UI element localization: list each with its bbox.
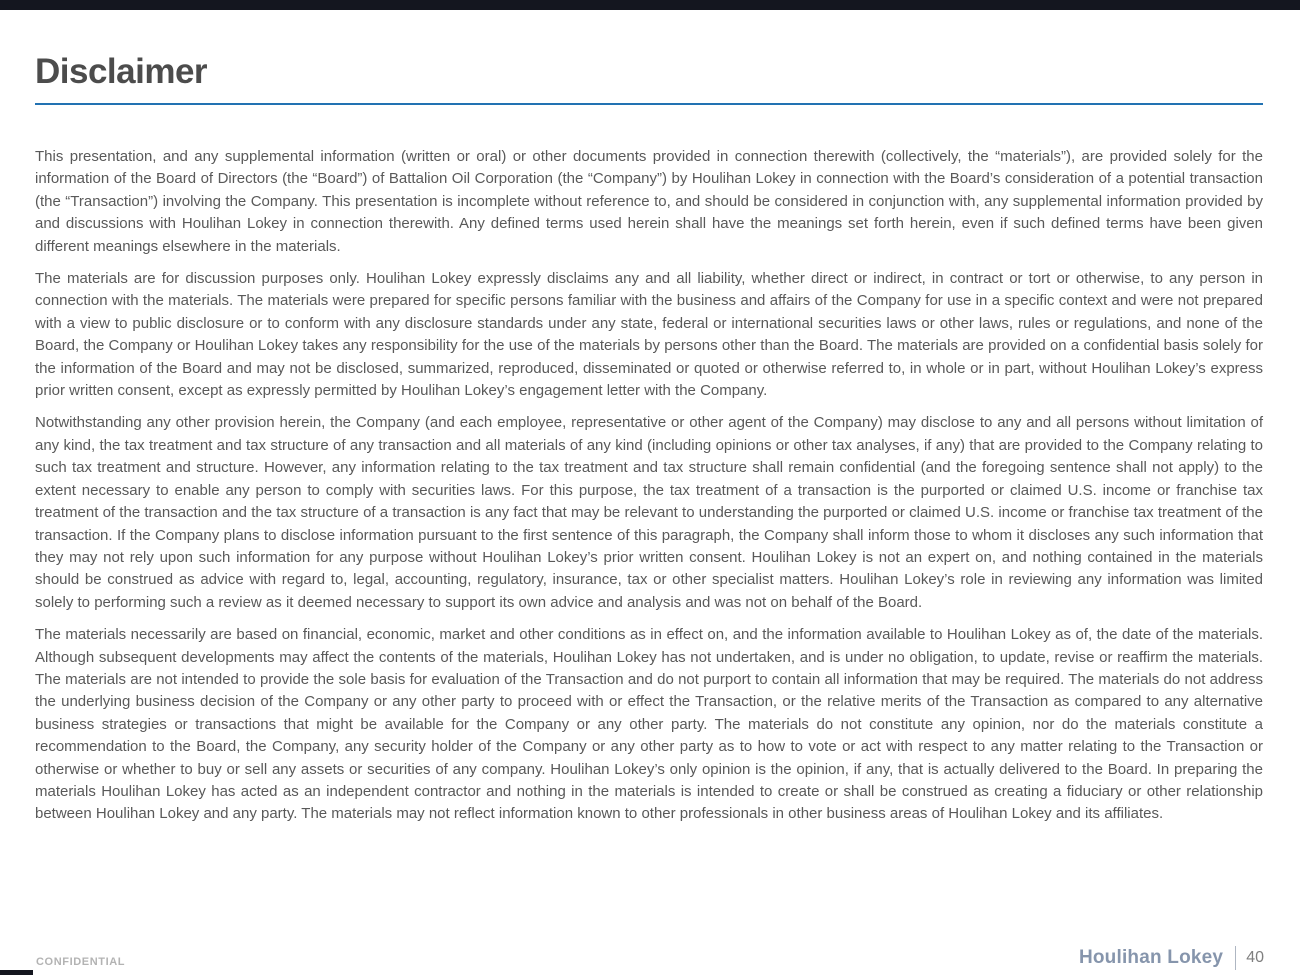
disclaimer-paragraph: The materials are for discussion purposes only. Houlihan Lokey expressly disclaims any and all liability, whether direct or indirect, in contract or tort or otherwise, to any person in connection with the materials. The materials were prepared for specific persons familiar with the business and affairs of the Company for use in a specific context and were not prepared with a view to public disclosure or to conform with any disclosure standards under any state, federal or international securities laws or other laws, rules or regulations, and none of the Board, the Company or Houlihan Lokey takes any responsibility for the use of the materials by persons other than the Board. The materials are provided on a confidential basis solely for the information of the Board and may not be disclosed, summarized, reproduced, disseminated or quoted or otherwise referred to, in whole or in part, without Houlihan Lokey’s express prior written consent, except as expressly permitted by Houlihan Lokey’s engagement letter with the Company. bbox=[35, 270, 1263, 400]
houlihan-lokey-logo: Houlihan Lokey bbox=[1078, 947, 1224, 968]
disclaimer-paragraph: This presentation, and any supplemental information (written or oral) or other documents provided in connection therewith (collectively, the “materials”), are provided solely for the information of the Board of Directors (the “Board”) of Battalion Oil Corporation (the “Company”) by Houlihan Lokey in connection with the Board’s consideration of a potential transaction (the “Transaction”) involving the Company. This presentation is incomplete without reference to, and should be considered in conjunction with, any supplemental information provided by and discussions with Houlihan Lokey in connection therewith. Any defined terms used herein shall have the meanings set forth herein, even if such defined terms have been given different meanings elsewhere in the materials. bbox=[35, 148, 1263, 255]
title-underline-rule bbox=[35, 103, 1263, 105]
top-accent-bar bbox=[0, 0, 1300, 10]
confidential-label: CONFIDENTIAL bbox=[36, 956, 126, 968]
page-title: Disclaimer bbox=[35, 52, 208, 91]
footer-branding bbox=[1079, 946, 1264, 970]
footer-divider bbox=[1235, 946, 1236, 970]
disclaimer-paragraph: Notwithstanding any other provision herein, the Company (and each employee, representative or other agent of the Company) may disclose to any and all persons without limitation of any kind, the tax treatment and tax structure of any transaction and all materials of any kind (including opinions or other tax analyses, if any) that are provided to the Company relating to such tax treatment and structure. However, any information relating to the tax treatment and tax structure shall remain confidential (and the foregoing sentence shall not apply) to the extent necessary to enable any person to comply with securities laws. For this purpose, the tax treatment of a transaction is the purported or claimed U.S. income or franchise tax treatment of the transaction and the tax structure of a transaction is any fact that may be relevant to understanding the purported or claimed U.S. income or franchise tax treatment of the transaction. If the Company plans to disclose information pursuant to the first sentence of this paragraph, the Company shall inform those to whom it discloses any such information that they may not rely upon such information for any purpose without Houlihan Lokey’s prior written consent. Houlihan Lokey is not an expert on, and nothing contained in the materials should be construed as advice with regard to, legal, accounting, regulatory, insurance, tax or other specialist matters. Houlihan Lokey’s role in reviewing any information was limited solely to performing such a review as it deemed necessary to support its own advice and analysis and was not on behalf of the Board. bbox=[35, 414, 1263, 611]
page-number: 40 bbox=[1246, 949, 1264, 966]
bottom-accent-bar bbox=[0, 970, 33, 975]
disclaimer-paragraph: The materials necessarily are based on financial, economic, market and other conditions as in effect on, and the information available to Houlihan Lokey as of, the date of the materials. Although subsequent developments may affect the contents of the materials, Houlihan Lokey has not undertaken, and is under no obligation, to update, revise or reaffirm the materials. The materials are not intended to provide the sole basis for evaluation of the Transaction and do not purport to contain all information that may be required. The materials do not address the underlying business decision of the Company or any other party to proceed with or effect the Transaction, or the relative merits of the Transaction as compared to any alternative business strategies or transactions that might be available for the Company or any other party. The materials do not constitute any opinion, nor do the materials constitute a recommendation to the Board, the Company, any security holder of the Company or any other party as to how to vote or act with respect to any matter relating to the Transaction or otherwise or whether to buy or sell any assets or securities of any company. Houlihan Lokey’s only opinion is the opinion, if any, that is actually delivered to the Board. In preparing the materials Houlihan Lokey has acted as an independent contractor and nothing in the materials is intended to create or shall be construed as creating a fiduciary or other relationship between Houlihan Lokey and any party. The materials may not reflect information known to other professionals in other business areas of Houlihan Lokey and its affiliates. bbox=[35, 626, 1263, 823]
disclaimer-body bbox=[35, 146, 1263, 836]
